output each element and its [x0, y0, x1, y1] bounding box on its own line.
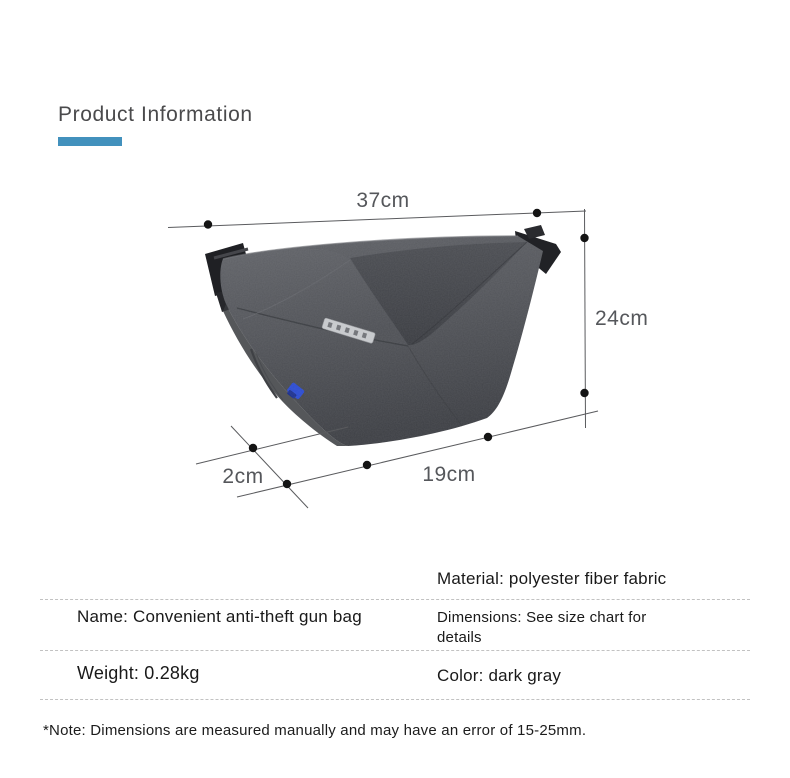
spec-material: Material: polyester fiber fabric — [437, 569, 667, 588]
dim-side-height-label: 24cm — [595, 307, 649, 330]
bag-image — [205, 225, 561, 446]
measurement-note: *Note: Dimensions are measured manually and may have an error of 15-25mm. — [43, 722, 587, 739]
dim-top-line — [168, 211, 586, 228]
divider — [40, 650, 750, 651]
divider — [40, 599, 750, 600]
dim-bottom-length-label: 19cm — [422, 463, 476, 486]
dim-bottom-depth-label: 2cm — [222, 465, 264, 488]
dim-top-width-label: 37cm — [356, 189, 410, 212]
spec-color: Color: dark gray — [437, 666, 562, 685]
page-title: Product Information — [58, 103, 253, 126]
spec-weight: Weight: 0.28kg — [77, 663, 200, 683]
spec-name: Name: Convenient anti-theft gun bag — [77, 607, 362, 626]
divider — [40, 699, 750, 700]
dim-depth-line — [196, 427, 348, 464]
spec-dimensions: Dimensions: See size chart for details — [437, 609, 647, 646]
